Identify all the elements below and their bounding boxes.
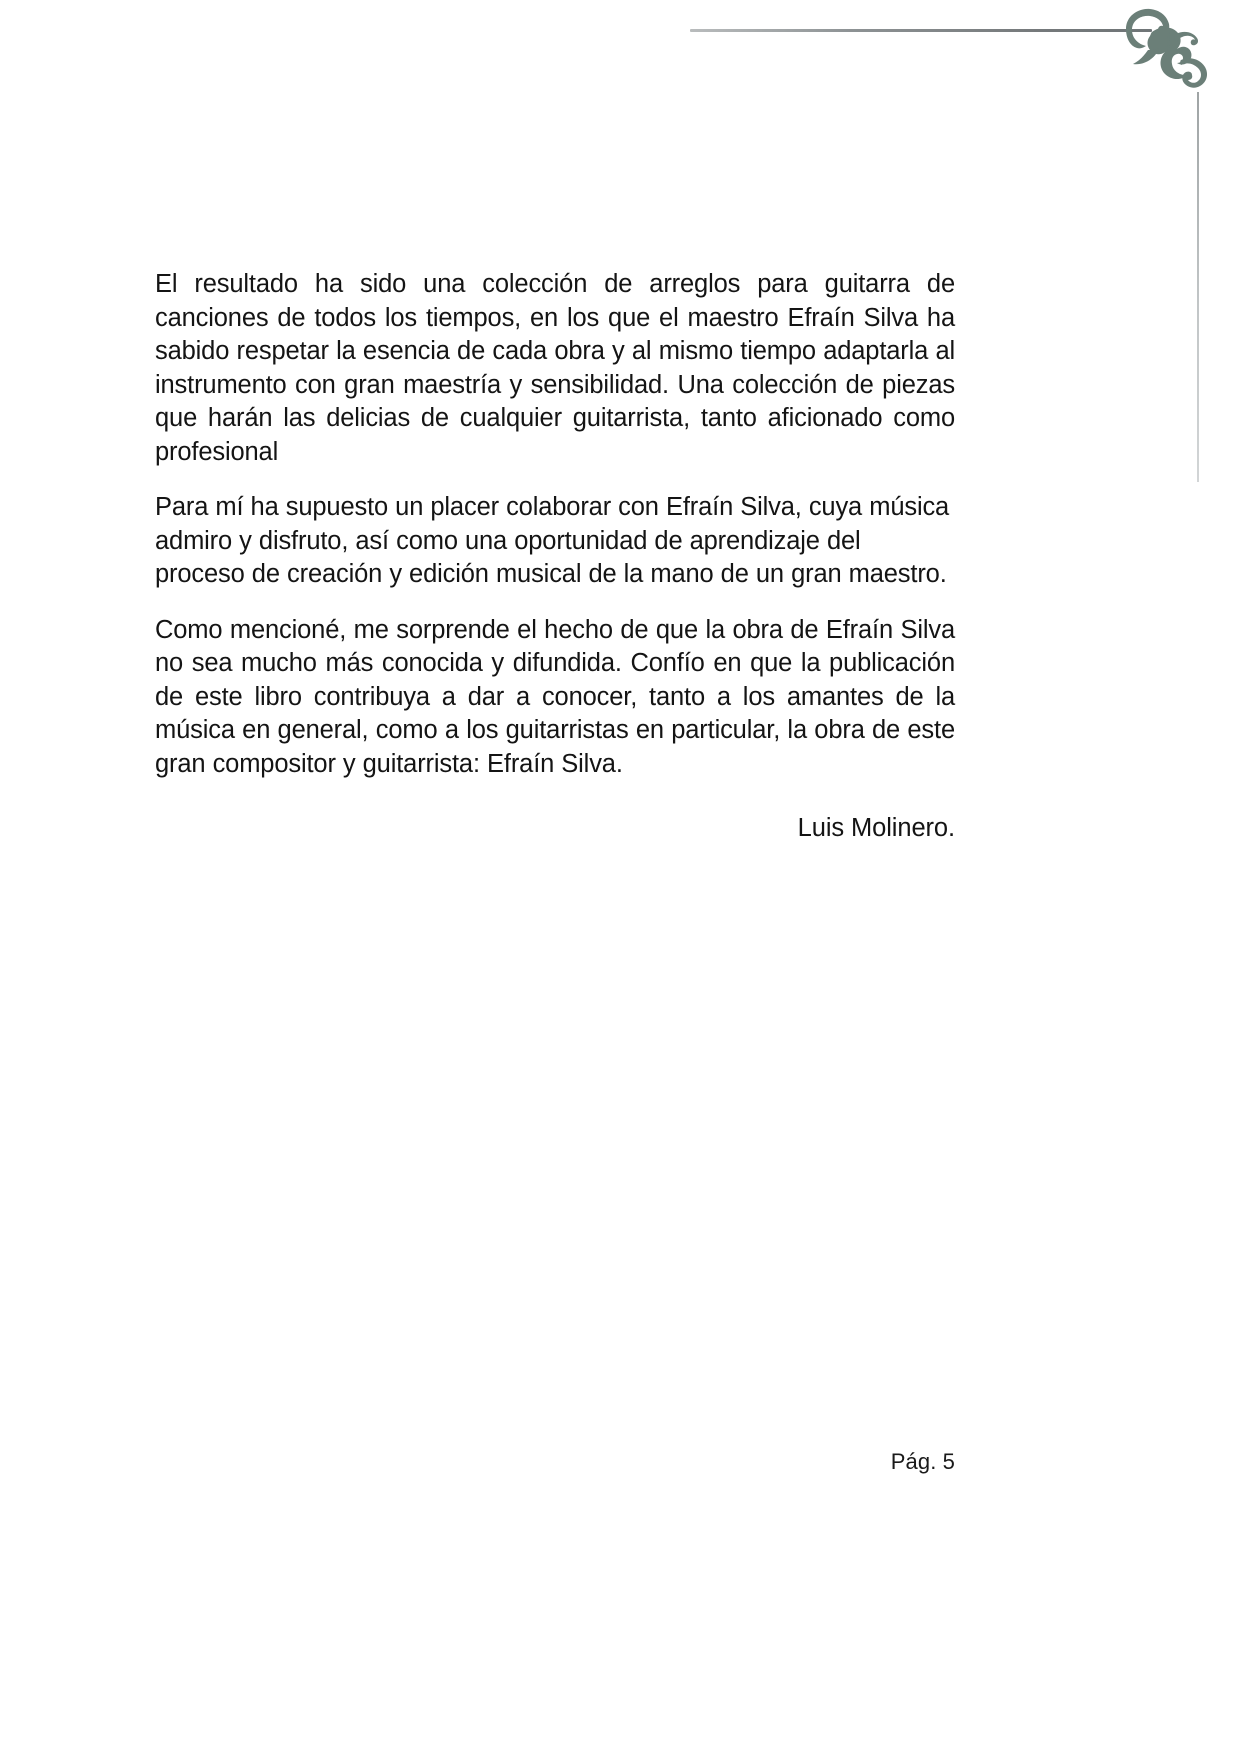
paragraph-2: Para mí ha supuesto un placer colaborar con Efraín Silva, cuya música admiro y disfruto, así como una oportunidad de aprendizaje del proceso de creación y edición musical de la mano de un gran maestro. [155, 493, 950, 588]
header-horizontal-rule [690, 29, 1152, 32]
floral-flourish-icon [1118, 2, 1216, 94]
right-vertical-rule [1197, 92, 1199, 482]
signature-name: Luis Molinero. [797, 814, 955, 842]
body-content [155, 268, 955, 781]
paragraph-1: El resultado ha sido una colección de arreglos para guitarra de canciones de todos los tiempos, en los que el maestro Efraín Silva ha sabido respetar la esencia de cada obra y al mismo tiempo adaptarla al instrumento con gran maestría y sensibilidad. Una colección de piezas que harán las delicias de cualquier guitarrista, tanto aficionado como profesional [155, 270, 955, 466]
paragraph-3: Como mencioné, me sorprende el hecho de que la obra de Efraín Silva no sea mucho más conocida y difundida. Confío en que la publicación de este libro contribuya a dar a conocer, tanto a los amantes de la música en general, como a los guitarristas en particular, la obra de este gran compositor y guitarrista: Efraín Silva. [155, 615, 955, 778]
page-number: Pág. 5 [890, 1449, 955, 1474]
